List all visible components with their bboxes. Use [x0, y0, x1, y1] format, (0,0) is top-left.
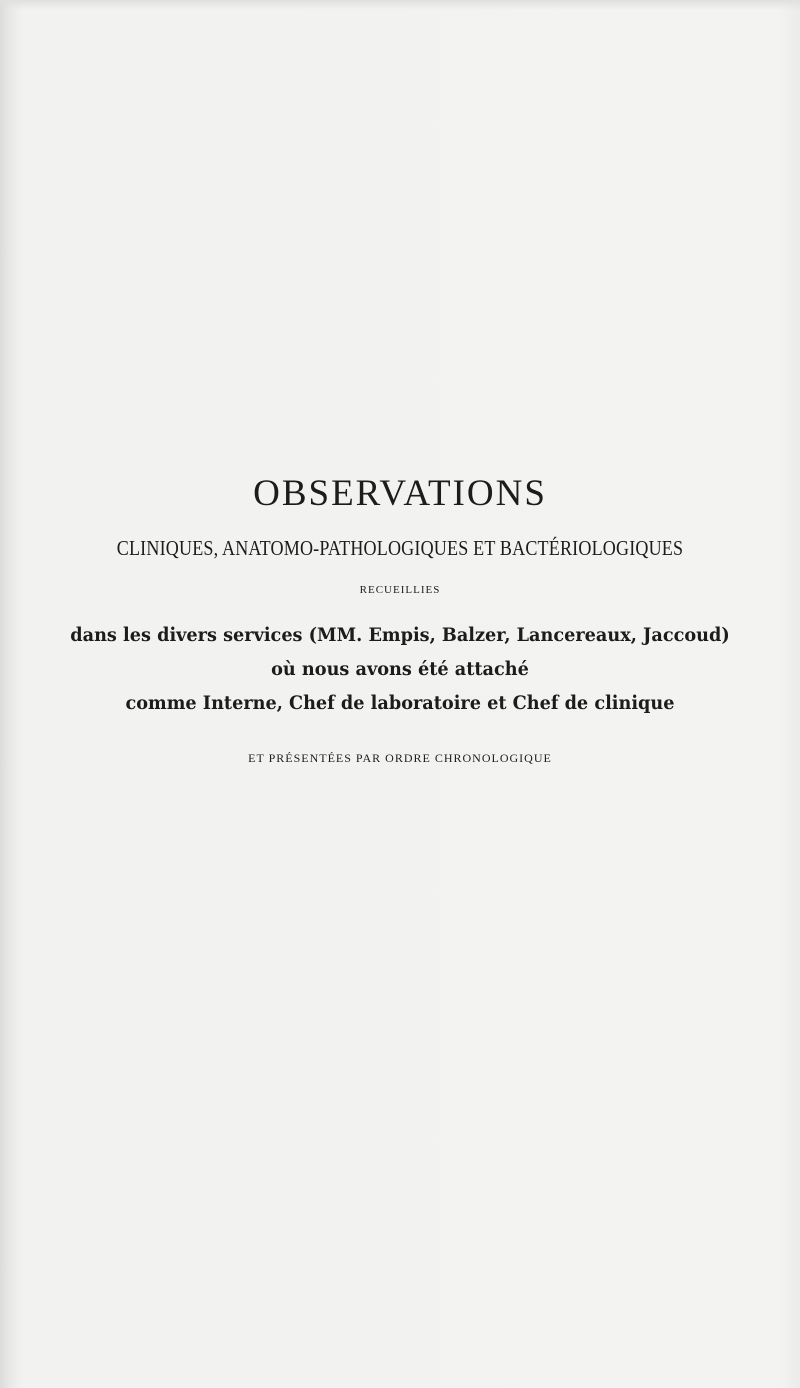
- subtitle: CLINIQUES, ANATOMO-PATHOLOGIQUES ET BACTÉRIOLOGIQUES: [116, 536, 684, 560]
- services-line: dans les divers services (MM. Empis, Balzer, Lancereaux, Jaccoud): [70, 624, 730, 646]
- attachment-line: où nous avons été attaché: [271, 658, 529, 680]
- collected-label: RECUEILLIES: [359, 584, 441, 596]
- chronological-order-label: ET PRÉSENTÉES PAR ORDRE CHRONOLOGIQUE: [248, 751, 552, 765]
- title-block: [0, 470, 800, 766]
- main-title: OBSERVATIONS: [253, 473, 547, 514]
- positions-line: comme Interne, Chef de laboratoire et Chef de clinique: [125, 692, 675, 714]
